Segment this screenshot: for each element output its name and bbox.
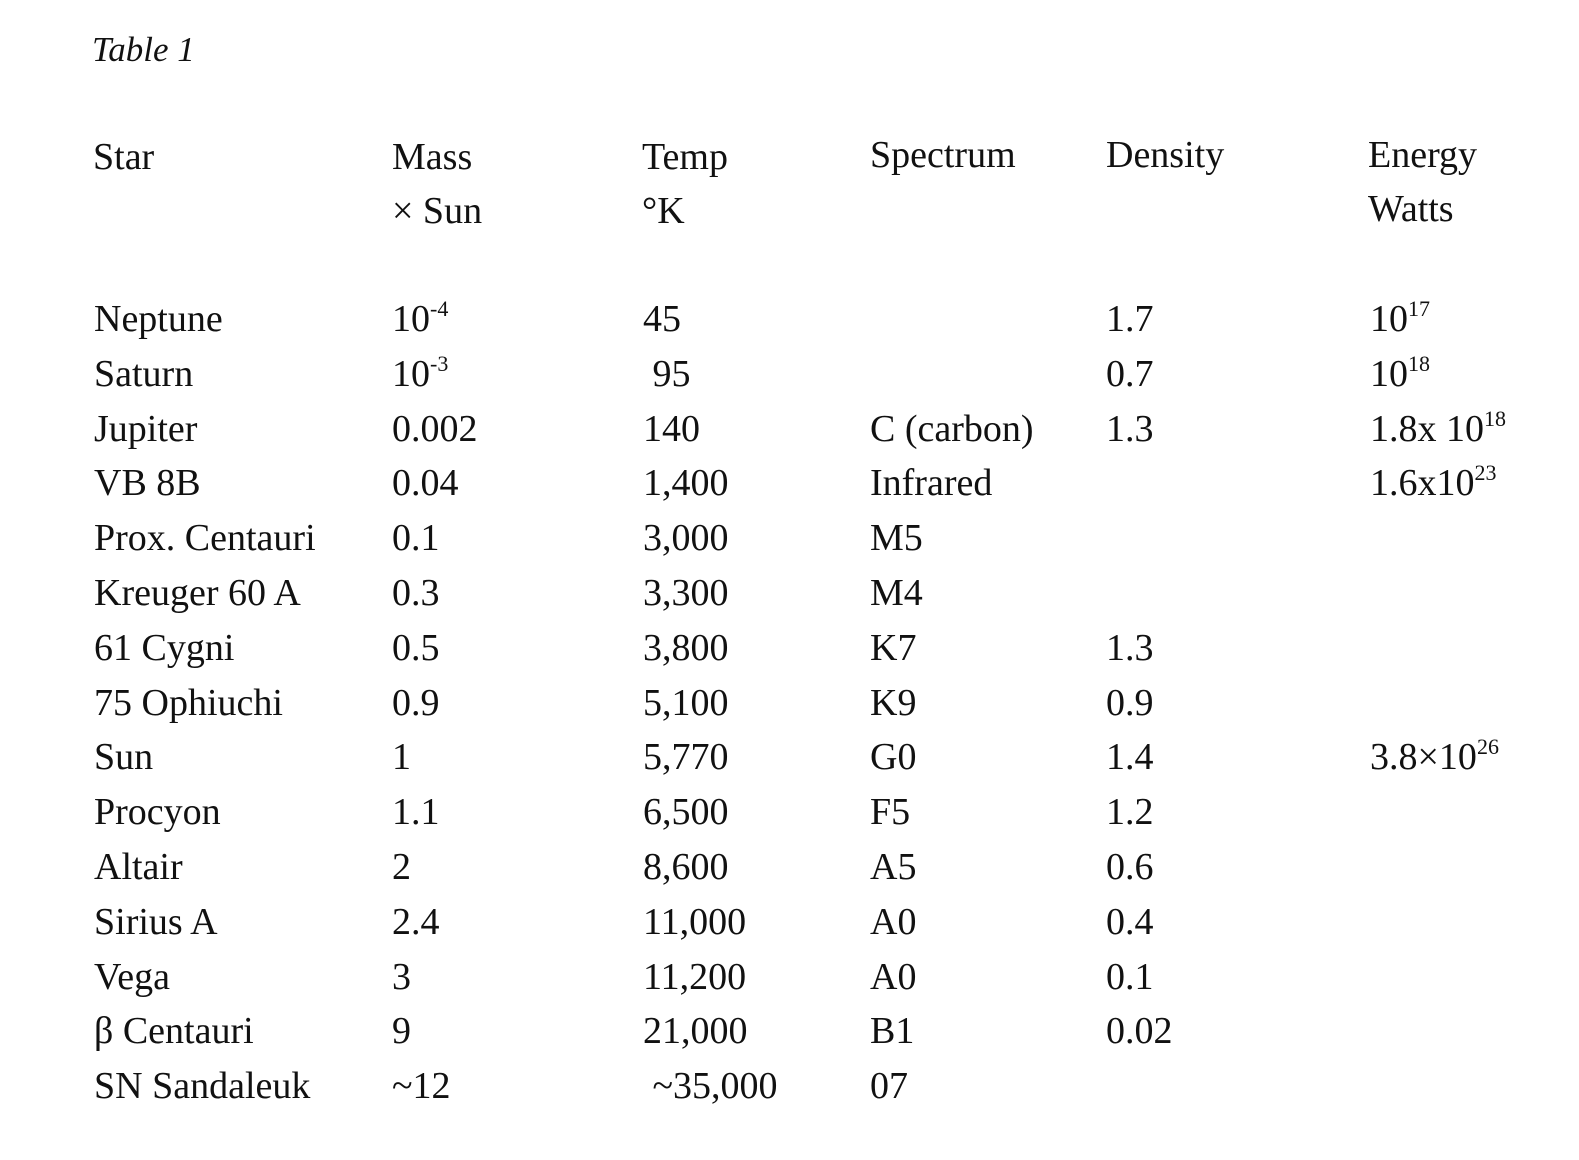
- cell-density: 0.7: [1106, 352, 1154, 395]
- cell-temp: 140: [643, 407, 700, 450]
- cell-energy: [1370, 730, 1499, 784]
- table-row: [0, 621, 1579, 676]
- cell-mass: [392, 730, 411, 784]
- cell-star: Vega: [94, 955, 170, 998]
- cell-star: Sirius A: [94, 900, 218, 943]
- cell-mass: [392, 566, 440, 620]
- cell-temp: 5,770: [643, 736, 729, 779]
- cell-temp: 95: [643, 352, 691, 395]
- cell-star: VB 8B: [94, 462, 201, 505]
- cell-spectrum: G0: [870, 736, 917, 779]
- mass-base: 0.002: [392, 407, 478, 450]
- cell-temp: 21,000: [643, 1010, 748, 1053]
- mass-base: 0.9: [392, 681, 440, 724]
- cell-temp: 3,000: [643, 517, 729, 560]
- cell-star: Neptune: [94, 298, 223, 340]
- cell-star: 61 Cygni: [94, 626, 235, 669]
- cell-temp: 3,800: [643, 626, 729, 669]
- cell-spectrum: Infrared: [870, 462, 993, 505]
- mass-base: 9: [392, 1010, 411, 1053]
- table-row: [0, 292, 1579, 347]
- mass-exponent: -3: [430, 350, 449, 376]
- cell-star: Jupiter: [94, 407, 198, 450]
- cell-density: 1.3: [1106, 407, 1154, 450]
- header-density: [1106, 128, 1224, 182]
- mass-base: 0.1: [392, 517, 440, 560]
- cell-spectrum: 07: [870, 1065, 908, 1108]
- header-spectrum-label: Spectrum: [870, 134, 1016, 176]
- table-row: [0, 730, 1579, 785]
- cell-mass: [392, 621, 440, 675]
- mass-exponent: -4: [430, 296, 449, 321]
- cell-mass: [392, 785, 440, 839]
- cell-spectrum: B1: [870, 1010, 915, 1053]
- cell-density: 1.4: [1106, 736, 1154, 779]
- header-spectrum: [870, 128, 1016, 182]
- mass-base: 10: [392, 298, 430, 340]
- cell-spectrum: K9: [870, 681, 917, 724]
- header-energy-label: Energy: [1368, 134, 1478, 176]
- cell-mass: [392, 347, 448, 401]
- cell-temp: 3,300: [643, 571, 729, 614]
- energy-exponent: 17: [1408, 296, 1430, 321]
- cell-star: SN Sandaleuk: [94, 1065, 311, 1108]
- cell-temp: 8,600: [643, 845, 729, 888]
- cell-mass: [392, 950, 411, 1004]
- cell-density: 0.1: [1106, 955, 1154, 998]
- header-temp: [642, 130, 728, 238]
- table-row: [0, 511, 1579, 566]
- header-energy: [1368, 128, 1477, 236]
- mass-base: 2: [392, 845, 411, 888]
- table-row: [0, 840, 1579, 895]
- table-row: [0, 1004, 1579, 1059]
- cell-mass: [392, 1059, 451, 1113]
- mass-base: 0.5: [392, 626, 440, 669]
- mass-base: 3: [392, 955, 411, 998]
- table-row: [0, 402, 1579, 457]
- table-caption: Table 1: [92, 30, 195, 69]
- header-mass-unit: × Sun: [392, 190, 483, 232]
- table-row: [0, 785, 1579, 840]
- mass-base: 2.4: [392, 900, 440, 943]
- energy-base: 3.8×10: [1370, 736, 1477, 779]
- table-row: [0, 1059, 1579, 1114]
- cell-spectrum: A0: [870, 900, 917, 943]
- cell-density: 0.4: [1106, 900, 1154, 943]
- cell-energy: [1370, 347, 1430, 401]
- cell-density: 0.9: [1106, 681, 1154, 724]
- cell-mass: [392, 402, 478, 456]
- header-temp-label: Temp: [642, 136, 728, 178]
- cell-star: Kreuger 60 A: [94, 571, 301, 614]
- energy-base: 1.8x 10: [1370, 407, 1484, 450]
- cell-temp: ~35,000: [643, 1065, 778, 1108]
- table-row: [0, 950, 1579, 1005]
- energy-exponent: 18: [1484, 405, 1506, 431]
- cell-star: 75 Ophiuchi: [94, 681, 283, 724]
- cell-mass: [392, 292, 448, 346]
- header-mass: [392, 130, 482, 238]
- energy-exponent: 18: [1408, 350, 1430, 376]
- cell-temp: 11,200: [643, 955, 747, 998]
- energy-exponent: 23: [1474, 460, 1497, 486]
- cell-mass: [392, 511, 440, 565]
- cell-spectrum: A5: [870, 845, 917, 888]
- cell-density: 0.02: [1106, 1010, 1173, 1053]
- energy-base: 10: [1370, 298, 1408, 340]
- cell-spectrum: K7: [870, 626, 917, 669]
- cell-mass: [392, 456, 459, 510]
- header-energy-unit: Watts: [1368, 188, 1454, 230]
- mass-base: 1: [392, 736, 411, 779]
- header-temp-unit: °K: [642, 190, 685, 232]
- mass-base: 0.04: [392, 462, 459, 505]
- cell-spectrum: M4: [870, 571, 923, 614]
- table-row: [0, 456, 1579, 511]
- cell-spectrum: F5: [870, 791, 911, 834]
- cell-star: Saturn: [94, 352, 194, 395]
- cell-density: 0.6: [1106, 845, 1154, 888]
- cell-temp: 1,400: [643, 462, 729, 505]
- energy-base: 1.6x10: [1370, 462, 1475, 505]
- cell-star: Procyon: [94, 791, 221, 834]
- cell-density: 1.7: [1106, 298, 1154, 340]
- cell-temp: 11,000: [643, 900, 747, 943]
- cell-star: β Centauri: [94, 1010, 254, 1053]
- cell-energy: [1370, 456, 1497, 510]
- table-row: [0, 566, 1579, 621]
- cell-temp: 45: [643, 298, 681, 340]
- table-row: [0, 895, 1579, 950]
- table-row: [0, 347, 1579, 402]
- cell-mass: [392, 1004, 411, 1058]
- cell-temp: 5,100: [643, 681, 729, 724]
- cell-mass: [392, 840, 411, 894]
- cell-spectrum: C (carbon): [870, 407, 1034, 450]
- cell-energy: [1370, 402, 1506, 456]
- cell-star: Altair: [94, 845, 183, 888]
- table-row: [0, 676, 1579, 731]
- cell-mass: [392, 676, 440, 730]
- header-mass-label: Mass: [392, 136, 473, 178]
- cell-spectrum: A0: [870, 955, 917, 998]
- cell-energy: [1370, 292, 1430, 346]
- energy-base: 10: [1370, 352, 1408, 395]
- cell-spectrum: M5: [870, 517, 923, 560]
- cell-density: 1.2: [1106, 791, 1154, 834]
- cell-mass: [392, 895, 440, 949]
- mass-base: 10: [392, 352, 430, 395]
- header-density-label: Density: [1106, 134, 1225, 176]
- mass-base: ~12: [392, 1065, 451, 1108]
- cell-density: 1.3: [1106, 626, 1154, 669]
- energy-exponent: 26: [1476, 734, 1499, 760]
- cell-temp: 6,500: [643, 791, 729, 834]
- cell-star: Sun: [94, 736, 154, 779]
- header-star-label: Star: [93, 136, 155, 178]
- table-body: [0, 292, 1579, 1114]
- mass-base: 0.3: [392, 571, 440, 614]
- mass-base: 1.1: [392, 791, 440, 834]
- header-star: [93, 130, 154, 184]
- cell-star: Prox. Centauri: [94, 517, 316, 560]
